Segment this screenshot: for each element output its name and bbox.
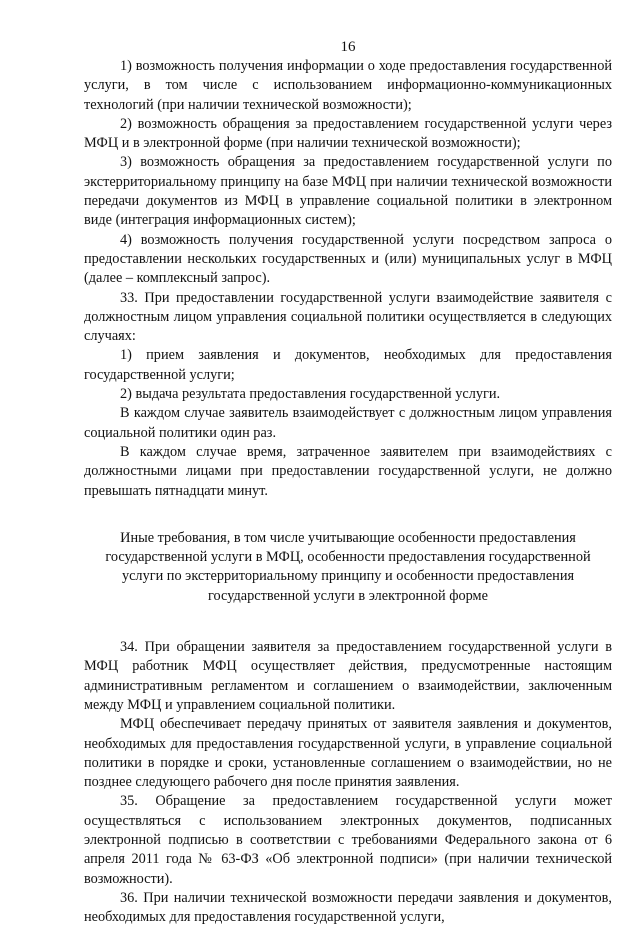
paragraph-34-transfer: МФЦ обеспечивает передачу принятых от заявителя заявления и документов, необходимых для предоставления государственной услуги, в управление социальной политики в порядке и сроки, установленные соглашением о взаимодействии, но не позднее следующего рабочего дня после принятия заявления. [84,716,612,791]
paragraph-33-once: В каждом случае заявитель взаимодействует с должностным лицом управления социальной политики один раз. [84,405,612,441]
paragraph-possibility-extraterritorial: 3) возможность обращения за предоставлением государственной услуги по экстерриториальному принципу на базе МФЦ при наличии технической возможности передачи документов из МФЦ в управление социальной политики в электронном виде (интеграция информационных систем); [84,154,612,229]
paragraph-34: 34. При обращении заявителя за предоставлением государственной услуги в МФЦ работник МФЦ осуществляет действия, предусмотренные настоящим административным регламентом и соглашением о взаимодействии, заключенным между МФЦ и управлением социальной политики. [84,639,612,713]
section-heading: Иные требования, в том числе учитывающие особенности предоставления государственной услуги в МФЦ, особенности предоставления государственной услуги по экстерриториальному принципу и особенности предоставления государственной услуги в электронной форме [105,529,591,604]
paragraph-possibility-mfc: 2) возможность обращения за предоставлением государственной услуги через МФЦ и в электронной форме (при наличии технической возможности); [84,115,612,152]
paragraph-33: 33. При предоставлении государственной услуги взаимодействие заявителя с должностным лицом управления социальной политики осуществляется в следующих случаях: [84,289,612,345]
paragraph-33-time-limit: В каждом случае время, затраченное заявителем при взаимодействиях с должностными лицами при предоставлении государственной услуги, не должно превышать пятнадцати минут. [84,443,612,499]
paragraph-36: 36. При наличии технической возможности передачи заявления и документов, необходимых для предоставления государственной услуги, [84,889,612,926]
paragraph-33-case-2: 2) выдача результата предоставления государственной услуги. [120,386,501,403]
paragraph-possibility-info: 1) возможность получения информации о ходе предоставления государственной услуги, в том числе с использованием информационно-коммуникационных технологий (при наличии технической возможности); [84,58,612,113]
paragraph-33-case-1: 1) прием заявления и документов, необходимых для предоставления государственной услуги; [84,347,612,383]
page-number: 16 [340,39,356,55]
paragraph-possibility-complex-request: 4) возможность получения государственной услуги посредством запроса о предоставлении нескольких государственных и (или) муниципальных услуг в МФЦ (далее – комплексный запрос). [84,231,612,287]
paragraph-35: 35. Обращение за предоставлением государственной услуги может осуществляться с использованием электронных документов, подписанных электронной подписью в соответствии с требованиями Федерального закона от 6 апреля 2011 года № 63-ФЗ «Об электронной подписи» (при наличии технической возможности). [84,793,612,887]
